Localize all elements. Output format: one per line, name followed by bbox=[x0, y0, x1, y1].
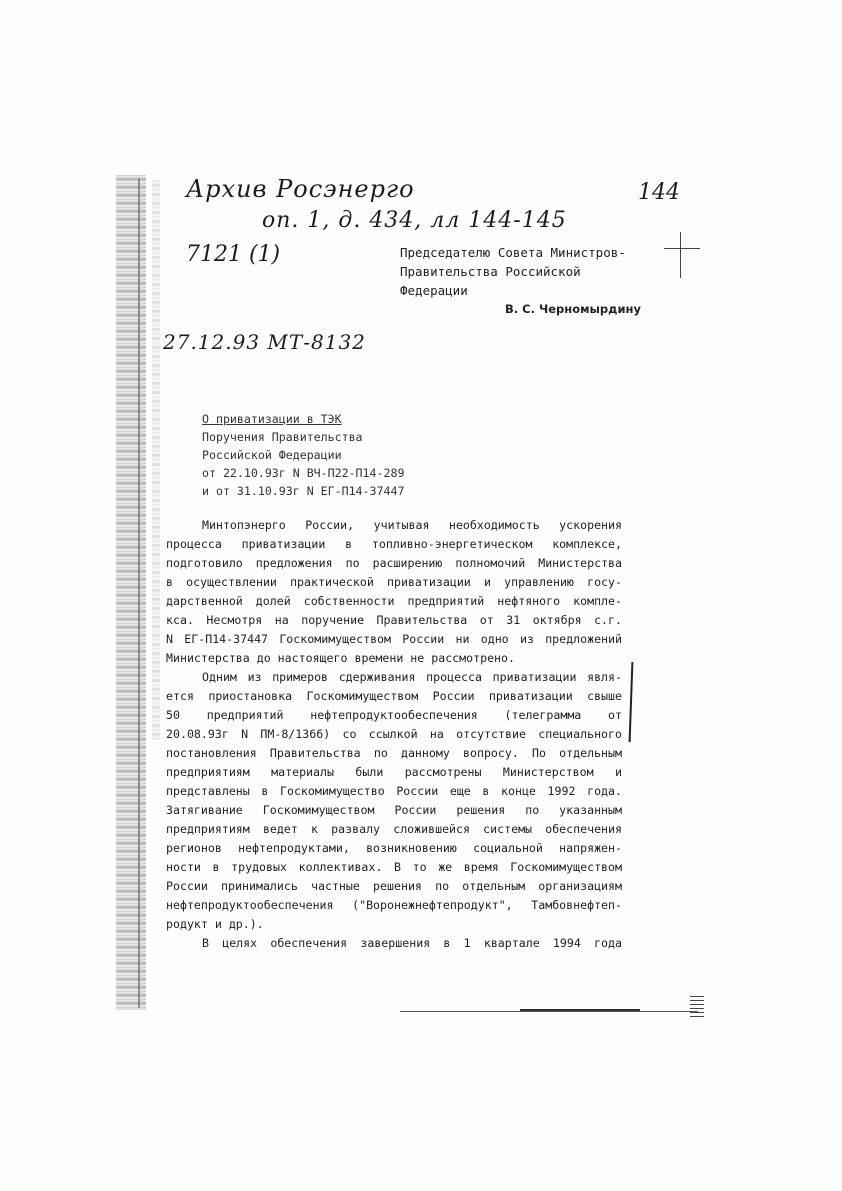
subject-line5: и от 31.10.93г N ЕГ-П14-37447 bbox=[202, 484, 405, 498]
body-line: ется приостановка Госкомимуществом России приватизации свыше bbox=[166, 689, 622, 703]
subject-line1: О приватизации в ТЭК bbox=[202, 412, 342, 426]
addressee-line2: Правительства Российской bbox=[400, 264, 581, 279]
body-line: родукт и др.). bbox=[166, 917, 264, 931]
body-line: 20.08.93г N ПМ-8/1366) со ссылкой на отсутствие специального bbox=[166, 727, 622, 741]
body-line: нефтепродуктообеспечения ("Воронежнефтепродукт", Тамбовнефтеп- bbox=[166, 898, 622, 912]
handwritten-number: 7121 (1) bbox=[186, 242, 281, 267]
handwritten-date-ref: 27.12.93 МТ-8132 bbox=[163, 330, 366, 354]
body-line: России принимались частные решения по отдельным организациям bbox=[166, 879, 622, 893]
addressee-name: В. С. Черномырдину bbox=[505, 302, 641, 316]
body-line: представлены в Госкомимущество России еще в конце 1992 года. bbox=[166, 784, 622, 798]
body-line: регионов нефтепродуктами, возникновению социальной напряжен- bbox=[166, 841, 622, 855]
binding-edge-speckle bbox=[152, 180, 160, 740]
body-line: Минтопэнерго России, учитывая необходимость ускорения bbox=[202, 518, 622, 532]
handwritten-page-mark: 144 bbox=[638, 180, 680, 205]
addressee-line1: Председателю Совета Министров- bbox=[400, 245, 626, 260]
binding-edge-shadow bbox=[116, 175, 146, 1010]
bottom-scan-line-thick bbox=[520, 1009, 640, 1011]
body-line: процесса приватизации в топливно-энергетическом комплексе, bbox=[166, 537, 622, 551]
bottom-corner-mark bbox=[690, 996, 704, 1018]
body-line: 50 предприятий нефтепродуктообеспечения (телеграмма от bbox=[166, 708, 622, 722]
addressee-line3: Федерации bbox=[400, 283, 468, 298]
body-line: Одним из примеров сдерживания процесса приватизации явля- bbox=[202, 670, 622, 684]
body-line: предприятиям ведет к развалу сложившейся системы обеспечения bbox=[166, 822, 622, 836]
subject-line2: Поручения Правительства bbox=[202, 430, 363, 444]
body-line: Затягивание Госкомимуществом России решения по указанным bbox=[166, 803, 622, 817]
binding-edge-line bbox=[138, 178, 140, 1008]
margin-vertical-pen-mark bbox=[629, 662, 634, 742]
body-line: в осуществлении практической приватизации и управлению госу- bbox=[166, 575, 622, 589]
handwritten-archive-line1: Архив Росэнерго bbox=[186, 175, 415, 203]
body-line: дарственной долей собственности предприятий нефтяного компле- bbox=[166, 594, 622, 608]
body-line: В целях обеспечения завершения в 1 квартале 1994 года bbox=[202, 936, 622, 950]
body-line: предприятиям материалы были рассмотрены Министерством и bbox=[166, 765, 622, 779]
body-line: кса. Несмотря на поручение Правительства от 31 октября с.г. bbox=[166, 613, 622, 627]
subject-line4: от 22.10.93г N ВЧ-П22-П14-289 bbox=[202, 466, 405, 480]
body-line: N ЕГ-П14-37447 Госкомимуществом России ни одно из предложений bbox=[166, 632, 622, 646]
subject-line3: Российской Федерации bbox=[202, 448, 342, 462]
handwritten-archive-line2: оп. 1, д. 434, лл 144-145 bbox=[262, 208, 567, 233]
margin-cross-mark-vertical bbox=[680, 232, 681, 278]
body-line: Министерства до настоящего времени не рассмотрено. bbox=[166, 651, 516, 665]
body-line: постановления Правительства по данному вопросу. По отдельным bbox=[166, 746, 622, 760]
body-line: подготовило предложения по расширению полномочий Министерства bbox=[166, 556, 622, 570]
margin-cross-mark-horizontal bbox=[664, 248, 700, 249]
bottom-scan-line bbox=[400, 1011, 698, 1012]
body-line: ности в трудовых коллективах. В то же время Госкомимуществом bbox=[166, 860, 622, 874]
